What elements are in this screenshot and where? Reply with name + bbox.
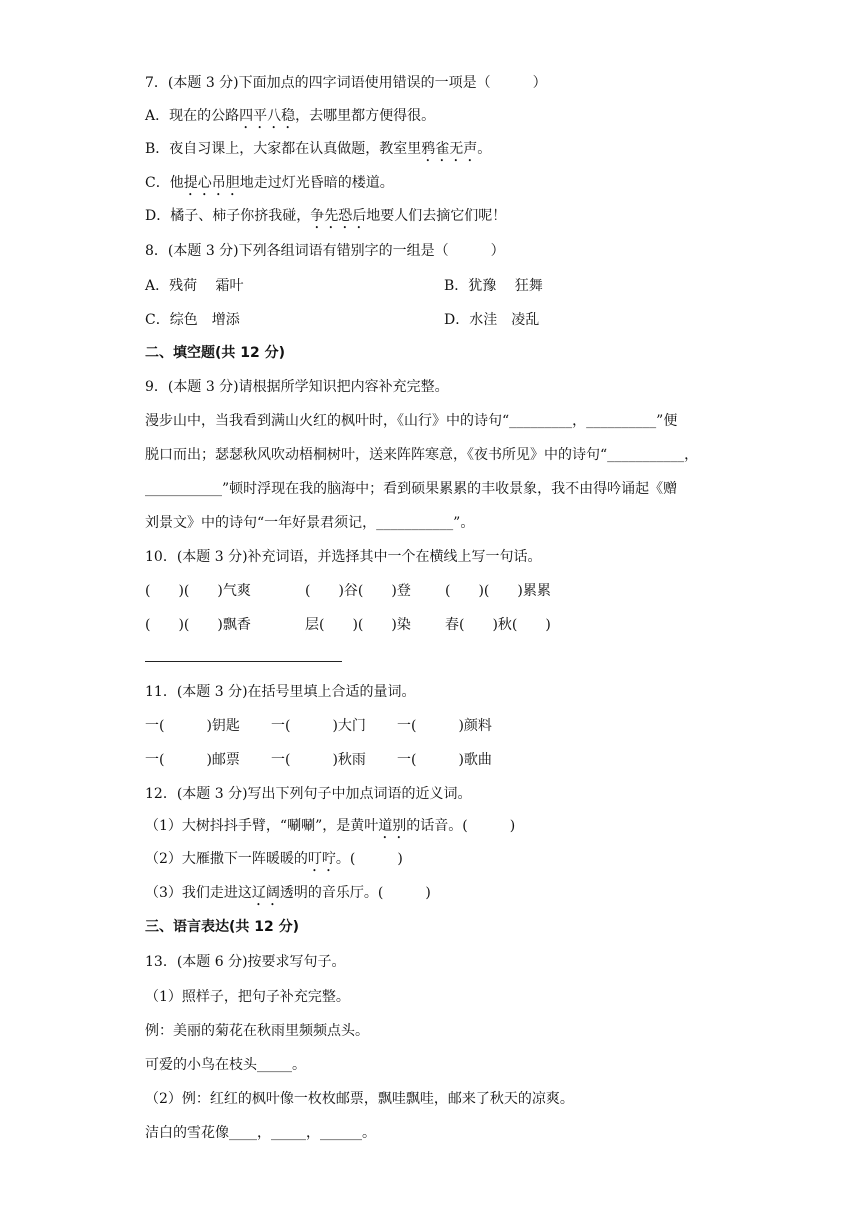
q8-option-b: B．犹豫 狂舞	[444, 278, 543, 294]
q7-d-tail: 地要人们去摘它们呢！	[366, 208, 507, 224]
q7-c-tail: 地走过灯光昏暗的楼道。	[239, 175, 394, 191]
q11-r1-c1: 一( )钥匙	[145, 718, 240, 734]
q7-option-a	[145, 107, 435, 132]
q10-r2-c3: 春( )秋( )	[445, 617, 551, 633]
q12-stem: 12．(本题 3 分)写出下列句子中加点词语的近义词。	[145, 786, 472, 802]
q10-r1-c2: ( )谷( )登	[305, 583, 411, 599]
q12-s2-text: （2）大雁撒下一阵暖暖的	[145, 851, 308, 867]
q13-fill-2: 洁白的雪花像____，_____，______。	[145, 1125, 376, 1141]
q13-part-1: （1）照样子，把句子补充完整。	[145, 989, 350, 1005]
section-heading-3: 三、语言表达(共 12 分)	[145, 919, 300, 935]
q11-r1-c3: 一( )颜料	[397, 718, 492, 734]
q7-option-d	[145, 207, 506, 232]
q12-sentence-2	[145, 850, 403, 875]
q9-stem: 9．(本题 3 分)请根据所学知识把内容补充完整。	[145, 379, 449, 395]
q12-s1-dotted: 道别	[378, 818, 407, 834]
q11-row-2	[145, 751, 492, 769]
q9-line-4: 刘景文》中的诗句“一年好景君须记，___________”。	[145, 515, 475, 531]
q7-c-text: C．他	[145, 175, 184, 191]
q10-row-1	[145, 582, 551, 600]
q8-stem: 8．(本题 3 分)下列各组词语有错别字的一组是（ ）	[145, 243, 505, 259]
q13-stem: 13．(本题 6 分)按要求写句子。	[145, 954, 346, 970]
q10-r2-c2: 层( )( )染	[305, 617, 411, 633]
q12-s1-text: （1）大树抖抖手臂，“唰唰”，是黄叶	[145, 818, 379, 834]
q10-r1-c3: ( )( )累累	[445, 583, 551, 599]
q8-option-a: A．残荷 霜叶	[145, 278, 244, 294]
q9-line-1: 漫步山中，当我看到满山火红的枫叶时，《山行》中的诗句“_________，__________”便	[145, 413, 678, 429]
q11-row-1	[145, 717, 492, 735]
q10-r1-c1: ( )( )气爽	[145, 583, 251, 599]
q7-b-tail: 。	[477, 141, 492, 157]
q8-option-c: C．综色 增添	[145, 312, 240, 328]
q7-a-text: A．现在的公路	[145, 108, 240, 124]
q13-example-1: 例：美丽的菊花在秋雨里频频点头。	[145, 1023, 369, 1039]
q12-s3-text: （3）我们走进这	[145, 885, 252, 901]
q11-r1-c2: 一( )大门	[271, 718, 366, 734]
q7-option-b	[145, 140, 491, 165]
q7-option-c	[145, 174, 394, 199]
q7-c-dotted: 提心吊胆	[183, 175, 240, 191]
q12-s3-dotted: 辽阔	[251, 885, 280, 901]
q13-fill-1: 可爱的小鸟在枝头_____。	[145, 1057, 306, 1073]
q7-a-tail: ，去哪里都方便得很。	[295, 108, 436, 124]
q9-line-2: 脱口而出；瑟瑟秋风吹动梧桐树叶，送来阵阵寒意，《夜书所见》中的诗句“___________，	[145, 447, 699, 463]
q11-stem: 11．(本题 3 分)在括号里填上合适的量词。	[145, 684, 416, 700]
q12-sentence-1	[145, 817, 515, 842]
q9-line-3: ___________”顿时浮现在我的脑海中；看到硕果累累的丰收景象，我不由得吟诵起《赠	[145, 481, 678, 497]
q12-s1-tail: 的话音。( )	[406, 818, 516, 834]
q11-r2-c3: 一( )歌曲	[397, 752, 492, 768]
q7-d-dotted: 争先恐后	[310, 208, 367, 224]
q11-r2-c2: 一( )秋雨	[271, 752, 366, 768]
section-heading-2: 二、填空题(共 12 分)	[145, 345, 286, 361]
q7-b-text: B．夜自习课上，大家都在认真做题，教室里	[145, 141, 422, 157]
q12-s2-tail: 。( )	[335, 851, 403, 867]
q7-stem: 7．(本题 3 分)下面加点的四字词语使用错误的一项是（ ）	[145, 75, 547, 91]
q13-part-2: （2）例：红红的枫叶像一枚枚邮票，飘哇飘哇，邮来了秋天的凉爽。	[145, 1091, 574, 1107]
q11-r2-c1: 一( )邮票	[145, 752, 240, 768]
q12-s3-tail: 透明的音乐厅。( )	[279, 885, 431, 901]
q7-a-dotted: 四平八稳	[239, 108, 296, 124]
q12-sentence-3	[145, 884, 431, 909]
q7-b-dotted: 鸦雀无声	[421, 141, 478, 157]
q10-r2-c1: ( )( )飘香	[145, 617, 251, 633]
q8-option-d: D．水洼 凌乱	[444, 312, 540, 328]
q12-s2-dotted: 叮咛	[307, 851, 336, 867]
q10-row-2	[145, 616, 551, 634]
answer-line	[145, 661, 342, 662]
q7-d-text: D．橘子、柿子你挤我碰，	[145, 208, 311, 224]
q10-stem: 10．(本题 3 分)补充词语，并选择其中一个在横线上写一句话。	[145, 549, 542, 565]
